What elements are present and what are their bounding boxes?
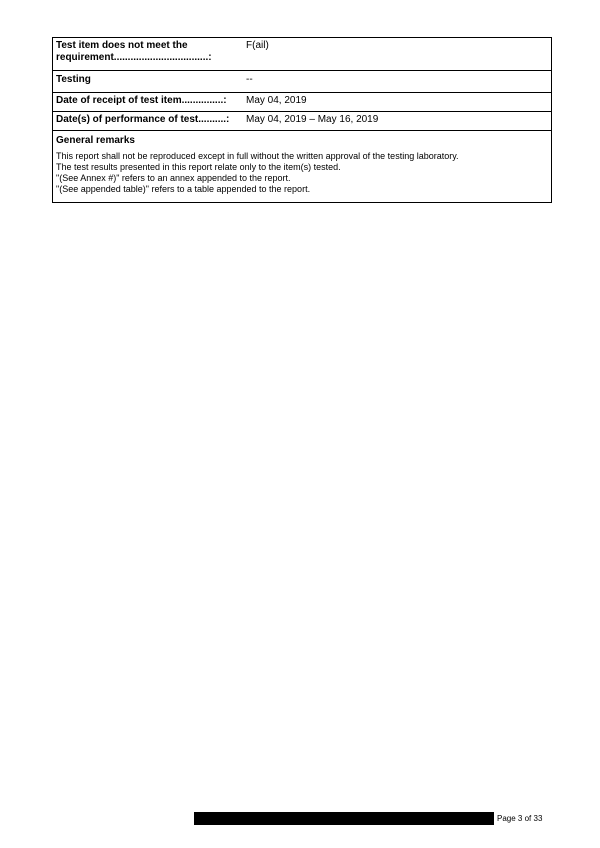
field-row-date-of-receipt bbox=[53, 93, 551, 112]
field-row-testing bbox=[53, 71, 551, 93]
page-of: of bbox=[524, 814, 532, 823]
field-label: Testing bbox=[53, 71, 242, 93]
page-current: 3 bbox=[517, 814, 523, 823]
general-remarks-title: General remarks bbox=[56, 135, 135, 146]
field-row-verdict-fail bbox=[53, 38, 551, 71]
field-value: May 04, 2019 – May 16, 2019 bbox=[242, 112, 551, 131]
field-label: Date of receipt of test item...............: bbox=[53, 93, 242, 112]
page-number bbox=[497, 813, 542, 824]
remark-line: "(See Annex #)" refers to an annex appended to the report. bbox=[56, 173, 291, 183]
report-info-box bbox=[52, 37, 552, 203]
field-value: -- bbox=[242, 71, 551, 93]
report-fields-table bbox=[53, 38, 551, 131]
field-value: May 04, 2019 bbox=[242, 93, 551, 112]
redacted-footer-bar bbox=[194, 812, 494, 825]
field-label: Date(s) of performance of test..........: bbox=[53, 112, 242, 131]
remark-line: This report shall not be reproduced except in full without the written approval of the testing laboratory. bbox=[56, 151, 459, 161]
field-value: F(ail) bbox=[242, 38, 551, 71]
page-prefix: Page bbox=[497, 814, 516, 823]
remark-line: "(See appended table)" refers to a table appended to the report. bbox=[56, 184, 311, 194]
field-label: Test item does not meet the requirement..................................: bbox=[53, 38, 242, 71]
remark-line: The test results presented in this report relate only to the item(s) tested. bbox=[56, 162, 341, 172]
field-row-date-of-performance bbox=[53, 112, 551, 131]
general-remarks-section bbox=[53, 131, 551, 202]
page-total: 33 bbox=[533, 814, 543, 823]
